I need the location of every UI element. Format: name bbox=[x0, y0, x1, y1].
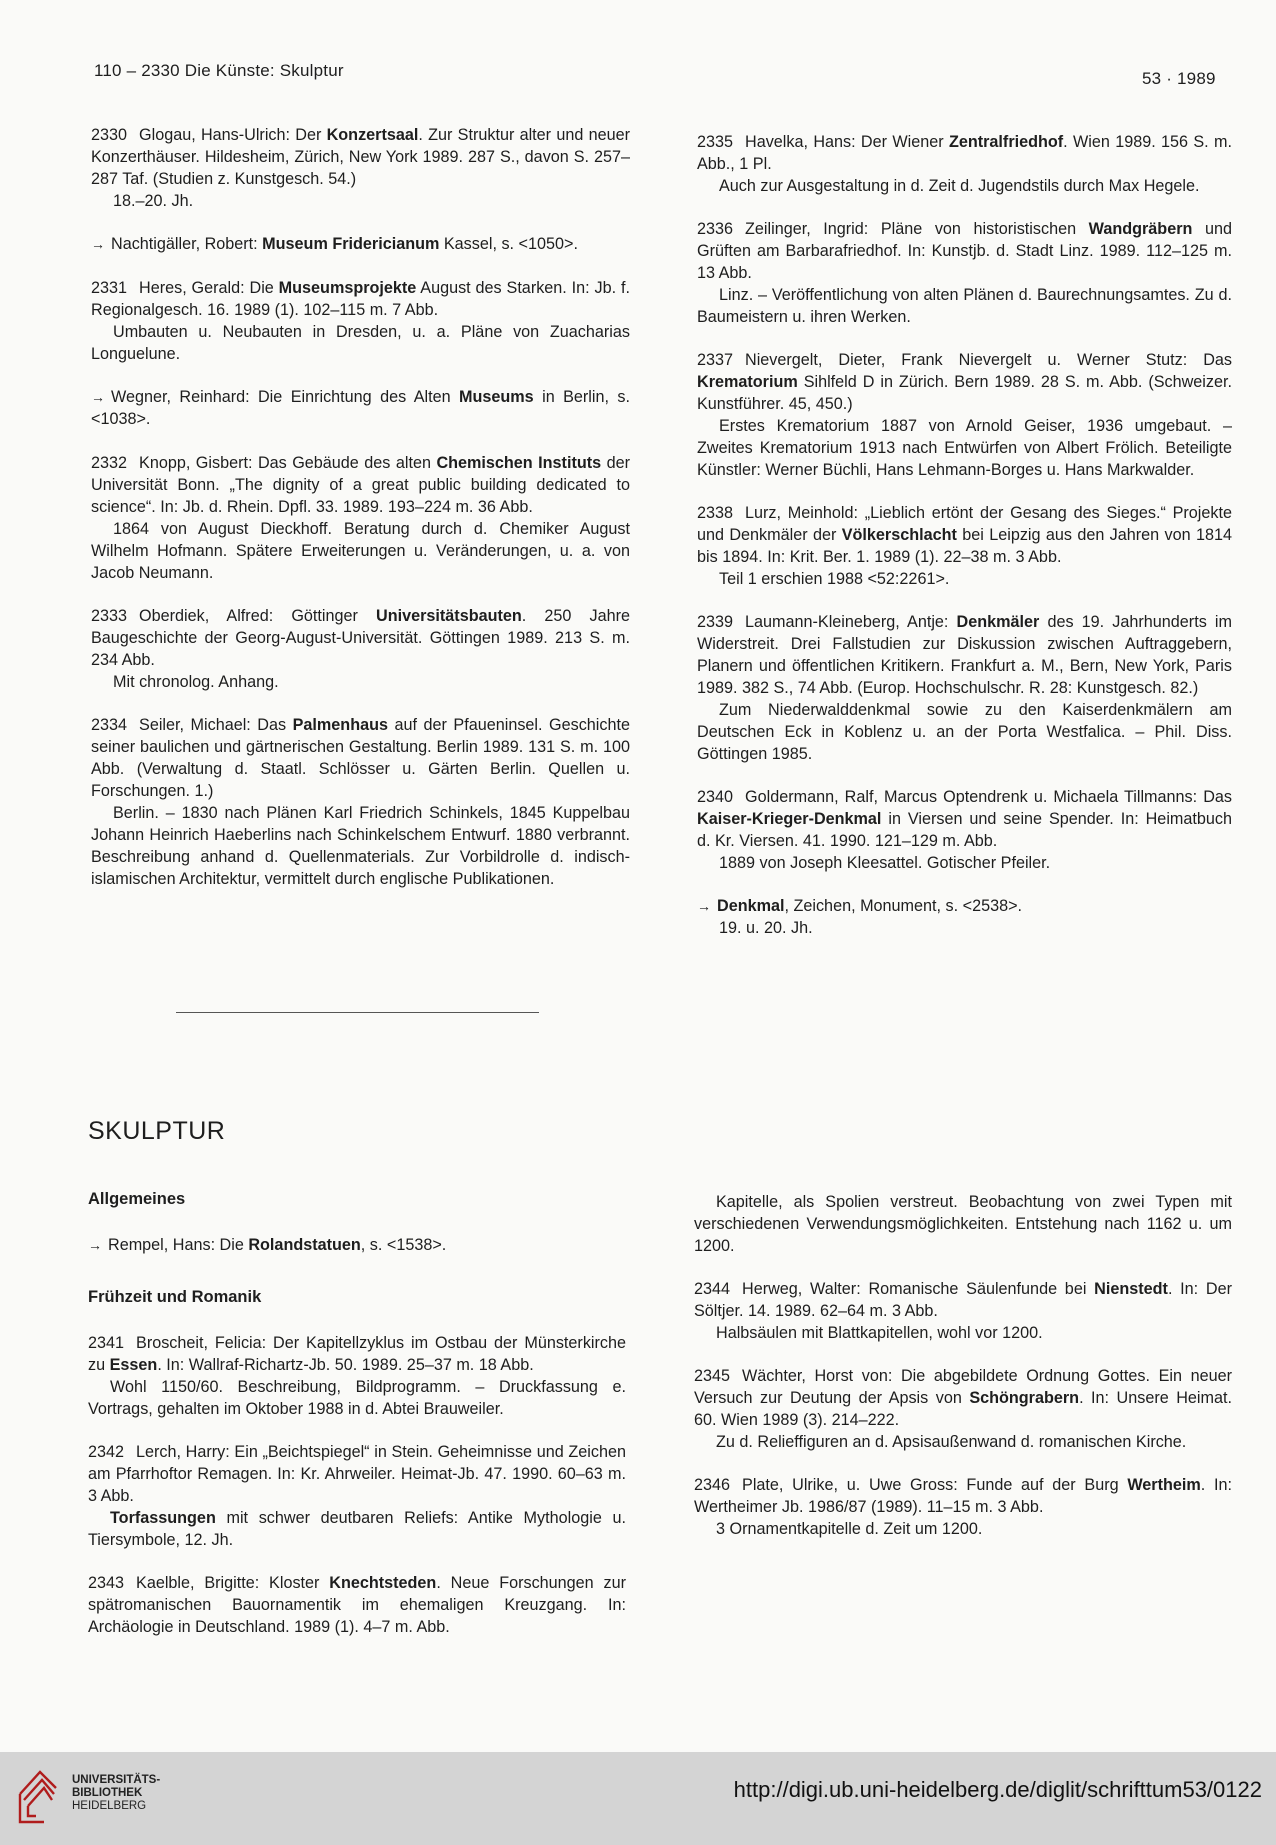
entry-note: Wohl 1150/60. Beschreibung, Bildprogramm. – Druckfassung e. Vortrags, gehalten im Oktober 1988 in d. Abtei Brauweiler. bbox=[88, 1378, 626, 1418]
entry-2334: 2334 Seiler, Michael: Das Palmenhaus auf der Pfaueninsel. Geschichte seiner baulichen und gärtnerischen Gestaltung. Berlin 1989. 131 S. m. 100 Abb. (Verwaltung d. Staatl. Schlösser u. Gärten Berlin. Quellen u. Forschungen. 1.) Berlin. – 1830 nach Plänen Karl Friedrich Schinkels, 1845 Kuppelbau Johann Heinrich Haeberlins nach Schinkelschem Entwurf. 1880 verbrannt. Beschreibung anhand d. Quellenmaterials. Zur Vorbildrolle d. indisch-islamischen Architektur, vermittelt durch englische Publikationen. bbox=[91, 716, 630, 888]
entry-note: 18.–20. Jh. bbox=[113, 192, 194, 210]
entry-note: Torfassungen mit schwer deutbaren Reliefs: Antike Mythologie u. Tiersymbole, 12. Jh. bbox=[88, 1509, 626, 1549]
entry-number: 2344 bbox=[694, 1280, 731, 1298]
keyword: Wandgräbern bbox=[1088, 220, 1193, 238]
source-url-link[interactable]: http://digi.ub.uni-heidelberg.de/diglit/schrifttum53/0122 bbox=[733, 1777, 1262, 1802]
keyword: Nienstedt bbox=[1094, 1280, 1168, 1298]
entry-2338: 2338 Lurz, Meinhold: „Lieblich ertönt der Gesang des Sieges.“ Projekte und Denkmäler der Völkerschlacht bei Leipzig aus den Jahren von 1814 bis 1894. In: Krit. Ber. 1. 1989 (1). 22–38 m. 3 Abb. Teil 1 erschien 1988 <52:2261>. bbox=[697, 504, 1232, 588]
column-top-left bbox=[91, 124, 630, 911]
column-top-right bbox=[697, 131, 1232, 960]
section-divider bbox=[176, 1012, 539, 1013]
entry-note: Zum Niederwalddenkmal sowie zu den Kaiserdenkmälern am Deutschen Eck in Koblenz u. an der Porta Westfalica. – Phil. Diss. Göttingen 1985. bbox=[697, 701, 1232, 763]
entry-2330: 2330 Glogau, Hans-Ulrich: Der Konzertsaal. Zur Struktur alter und neuer Konzerthäuser. Hildesheim, Zürich, New York 1989. 287 S., davon S. 257–287 Taf. (Studien z. Kunstgesch. 54.) 18.–20. Jh. bbox=[91, 126, 630, 210]
keyword: Palmenhaus bbox=[292, 716, 388, 734]
entry-number: 2342 bbox=[88, 1443, 125, 1461]
arrow-right-icon: → bbox=[91, 236, 105, 252]
entry-2337: 2337 Nievergelt, Dieter, Frank Nievergelt u. Werner Stutz: Das Krematorium Sihlfeld D in Zürich. Bern 1989. 28 S. m. Abb. (Schweizer. Kunstführer. 45, 450.) Erstes Krematorium 1887 von Arnold Geiser, 1936 umgebaut. – Zweites Krematorium 1913 nach Entwürfen von Albert Frölich. Beteiligte Künstler: Werner Büchli, Hans Lehmann-Borges u. Hans Markwalder. bbox=[697, 351, 1232, 479]
keyword: Torfassungen bbox=[110, 1509, 216, 1527]
subsection-heading: Frühzeit und Romanik bbox=[88, 1288, 262, 1306]
entry-note: Auch zur Ausgestaltung in d. Zeit d. Jugendstils durch Max Hegele. bbox=[719, 177, 1200, 195]
entry-note: 19. u. 20. Jh. bbox=[719, 919, 813, 937]
entry-note: 1864 von August Dieckhoff. Beratung durch d. Chemiker August Wilhelm Hofmann. Spätere Erweiterungen u. Veränderungen, u. a. von Jacob Neumann. bbox=[91, 520, 630, 582]
keyword: Essen bbox=[109, 1356, 158, 1374]
entry-number: 2340 bbox=[697, 788, 734, 806]
arrow-right-icon: → bbox=[88, 1237, 102, 1253]
column-bottom-left bbox=[88, 1188, 626, 1659]
keyword: Knechtsteden bbox=[329, 1574, 437, 1592]
entry-number: 2335 bbox=[697, 133, 734, 151]
entry-2341: 2341 Broscheit, Felicia: Der Kapitellzyklus im Ostbau der Münsterkirche zu Essen. In: Wallraf-Richartz-Jb. 50. 1989. 25–37 m. 18 Abb. Wohl 1150/60. Beschreibung, Bildprogramm. – Druckfassung e. Vortrags, gehalten im Oktober 1988 in d. Abtei Brauweiler. bbox=[88, 1334, 626, 1418]
cross-reference: → Nachtigäller, Robert: Museum Fridericianum Kassel, s. <1050>. bbox=[91, 235, 578, 253]
keyword: Krematorium bbox=[697, 373, 798, 391]
keyword: Museums bbox=[459, 388, 534, 406]
keyword: Denkmäler bbox=[956, 613, 1040, 631]
entry-2345: 2345 Wächter, Horst von: Die abgebildete Ordnung Gottes. Ein neuer Versuch zur Deutung der Apsis von Schöngrabern. In: Unsere Heimat. 60. Wien 1989 (3). 214–222. Zu d. Relieffiguren an d. Apsisaußenwand d. romanischen Kirche. bbox=[694, 1367, 1232, 1451]
entry-2336: 2336 Zeilinger, Ingrid: Pläne von historistischen Wandgräbern und Grüften am Barbarafriedhof. In: Kunstjb. d. Stadt Linz. 1989. 112–125 m. 13 Abb. Linz. – Veröffentlichung von alten Plänen d. Baurechnungsamtes. Zu d. Baumeistern u. ihren Werken. bbox=[697, 220, 1232, 326]
entry-number: 2345 bbox=[694, 1367, 731, 1385]
entry-2346: 2346 Plate, Ulrike, u. Uwe Gross: Funde auf der Burg Wertheim. In: Wertheimer Jb. 1986/87 (1989). 11–15 m. 3 Abb. 3 Ornamentkapitelle d. Zeit um 1200. bbox=[694, 1476, 1232, 1538]
entry-note: Linz. – Veröffentlichung von alten Plänen d. Baurechnungsamtes. Zu d. Baumeistern u. ihren Werken. bbox=[697, 286, 1232, 326]
section-title: SKULPTUR bbox=[88, 1117, 226, 1145]
entry-note: Teil 1 erschien 1988 <52:2261>. bbox=[719, 570, 950, 588]
entry-2332: 2332 Knopp, Gisbert: Das Gebäude des alten Chemischen Instituts der Universität Bonn. „The dignity of a great public building dedicated to science“. In: Jb. d. Rhein. Dpfl. 33. 1989. 193–224 m. 36 Abb. 1864 von August Dieckhoff. Beratung durch d. Chemiker August Wilhelm Hofmann. Spätere Erweiterungen u. Veränderungen, u. a. von Jacob Neumann. bbox=[91, 454, 630, 582]
entry-2344: 2344 Herweg, Walter: Romanische Säulenfunde bei Nienstedt. In: Der Söltjer. 14. 1989. 62–64 m. 3 Abb. Halbsäulen mit Blattkapitellen, wohl vor 1200. bbox=[694, 1280, 1233, 1342]
entry-note: 1889 von Joseph Kleesattel. Gotischer Pfeiler. bbox=[719, 854, 1051, 872]
entry-number: 2346 bbox=[694, 1476, 731, 1494]
entry-number: 2334 bbox=[91, 716, 128, 734]
keyword: Rolandstatuen bbox=[248, 1236, 361, 1254]
keyword: Zentralfriedhof bbox=[948, 133, 1064, 151]
library-footer bbox=[0, 1752, 1276, 1845]
keyword: Konzertsaal bbox=[326, 126, 419, 144]
entry-number: 2332 bbox=[91, 454, 128, 472]
entry-number: 2343 bbox=[88, 1574, 125, 1592]
entry-number: 2333 bbox=[91, 607, 128, 625]
entry-note: Umbauten u. Neubauten in Dresden, u. a. Pläne von Zuacharias Longuelune. bbox=[91, 323, 630, 363]
entry-number: 2330 bbox=[91, 126, 128, 144]
library-logo-icon bbox=[14, 1766, 64, 1828]
keyword: Museum Fridericianum bbox=[262, 235, 440, 253]
entry-note: Zu d. Relieffiguren an d. Apsisaußenwand d. romanischen Kirche. bbox=[716, 1433, 1187, 1451]
entry-number: 2331 bbox=[91, 279, 128, 297]
cross-reference: → Wegner, Reinhard: Die Einrichtung des Alten Museums in Berlin, s. <1038>. bbox=[91, 388, 630, 428]
cross-reference: → Rempel, Hans: Die Rolandstatuen, s. <1538>. bbox=[88, 1236, 447, 1254]
volume-year: 53 · 1989 bbox=[1142, 69, 1216, 88]
entry-number: 2341 bbox=[88, 1334, 125, 1352]
entry-2331: 2331 Heres, Gerald: Die Museumsprojekte August des Starken. In: Jb. f. Regionalgesch. 16. 1989 (1). 102–115 m. 7 Abb. Umbauten u. Neubauten in Dresden, u. a. Pläne von Zuacharias Longuelune. bbox=[91, 279, 630, 363]
entry-note: 3 Ornamentkapitelle d. Zeit um 1200. bbox=[716, 1520, 983, 1538]
cross-reference: → Denkmal, Zeichen, Monument, s. <2538>. 19. u. 20. Jh. bbox=[697, 895, 1232, 939]
arrow-right-icon: → bbox=[697, 898, 711, 914]
entry-note: Halbsäulen mit Blattkapitellen, wohl vor 1200. bbox=[716, 1324, 1043, 1342]
entry-note: Erstes Krematorium 1887 von Arnold Geiser, 1936 umgebaut. – Zweites Krematorium 1913 nach Entwürfen von Albert Frölich. Beteiligte Künstler: Werner Büchli, Hans Lehmann-Borges u. Hans Markwalder. bbox=[697, 417, 1232, 479]
keyword: Völkerschlacht bbox=[841, 526, 957, 544]
entry-2333: 2333 Oberdiek, Alfred: Göttinger Universitätsbauten. 250 Jahre Baugeschichte der Georg-August-Universität. Göttingen 1989. 213 S. m. 234 Abb. Mit chronolog. Anhang. bbox=[91, 607, 630, 691]
entry-2343: 2343 Kaelble, Brigitte: Kloster Knechtsteden. Neue Forschungen zur spätromanischen Bauornamentik im ehemaligen Kreuzgang. In: Archäologie in Deutschland. 1989 (1). 4–7 m. Abb. bbox=[88, 1574, 626, 1636]
keyword: Schöngrabern bbox=[969, 1389, 1080, 1407]
arrow-right-icon: → bbox=[91, 389, 105, 405]
entry-2335: 2335 Havelka, Hans: Der Wiener Zentralfriedhof. Wien 1989. 156 S. m. Abb., 1 Pl. Auch zur Ausgestaltung in d. Zeit d. Jugendstils durch Max Hegele. bbox=[697, 133, 1232, 195]
entry-2342: 2342 Lerch, Harry: Ein „Beichtspiegel“ in Stein. Geheimnisse und Zeichen am Pfarrhoftor Remagen. In: Kr. Ahrweiler. Heimat-Jb. 47. 1990. 60–63 m. 3 Abb. Torfassungen mit schwer deutbaren Reliefs: Antike Mythologie u. Tiersymbole, 12. Jh. bbox=[88, 1443, 626, 1549]
column-bottom-right bbox=[694, 1191, 1232, 1561]
keyword: Universitätsbauten bbox=[376, 607, 522, 625]
entry-number: 2336 bbox=[697, 220, 734, 238]
entry-note: Berlin. – 1830 nach Plänen Karl Friedrich Schinkels, 1845 Kuppelbau Johann Heinrich Haeberlins nach Schinkelschem Entwurf. 1880 verbrannt. Beschreibung anhand d. Quellenmaterials. Zur Vorbildrolle d. indisch-islamischen Architektur, vermittelt durch englische Publikationen. bbox=[91, 804, 630, 888]
keyword: Kaiser-Krieger-Denkmal bbox=[697, 810, 882, 828]
entry-note: Mit chronolog. Anhang. bbox=[113, 673, 279, 691]
library-name: UNIVERSITÄTS- BIBLIOTHEK HEIDELBERG bbox=[72, 1774, 161, 1812]
keyword: Museumsprojekte bbox=[278, 279, 417, 297]
entry-2340: 2340 Goldermann, Ralf, Marcus Optendrenk u. Michaela Tillmanns: Das Kaiser-Krieger-Denkmal in Viersen und seine Spender. In: Heimatbuch d. Kr. Viersen. 41. 1990. 121–129 m. Abb. 1889 von Joseph Kleesattel. Gotischer Pfeiler. bbox=[697, 788, 1232, 872]
keyword: Denkmal bbox=[717, 897, 785, 915]
entry-number: 2338 bbox=[697, 504, 734, 522]
entry-number: 2337 bbox=[697, 351, 734, 369]
entry-number: 2339 bbox=[697, 613, 734, 631]
keyword: Chemischen Instituts bbox=[436, 454, 602, 472]
entry-continuation: Kapitelle, als Spolien verstreut. Beobachtung von zwei Typen mit verschiedenen Verwendungsmöglichkeiten. Entstehung nach 1162 u. um 1200. bbox=[694, 1193, 1232, 1255]
running-header: 110 – 2330 Die Künste: Skulptur bbox=[94, 61, 344, 80]
entry-2339: 2339 Laumann-Kleineberg, Antje: Denkmäler des 19. Jahrhunderts im Widerstreit. Drei Fallstudien zur Diskussion zwischen Auftraggebern, Planern und öffentlichen Kritikern. Frankfurt a. M., Bern, New York, Paris 1989. 382 S., 74 Abb. (Europ. Hochschulschr. R. 28: Kunstgesch. 82.) Zum Niederwalddenkmal sowie zu den Kaiserdenkmälern am Deutschen Eck in Koblenz u. an der Porta Westfalica. – Phil. Diss. Göttingen 1985. bbox=[697, 613, 1232, 763]
subsection-heading: Allgemeines bbox=[88, 1190, 186, 1208]
keyword: Wertheim bbox=[1127, 1476, 1201, 1494]
